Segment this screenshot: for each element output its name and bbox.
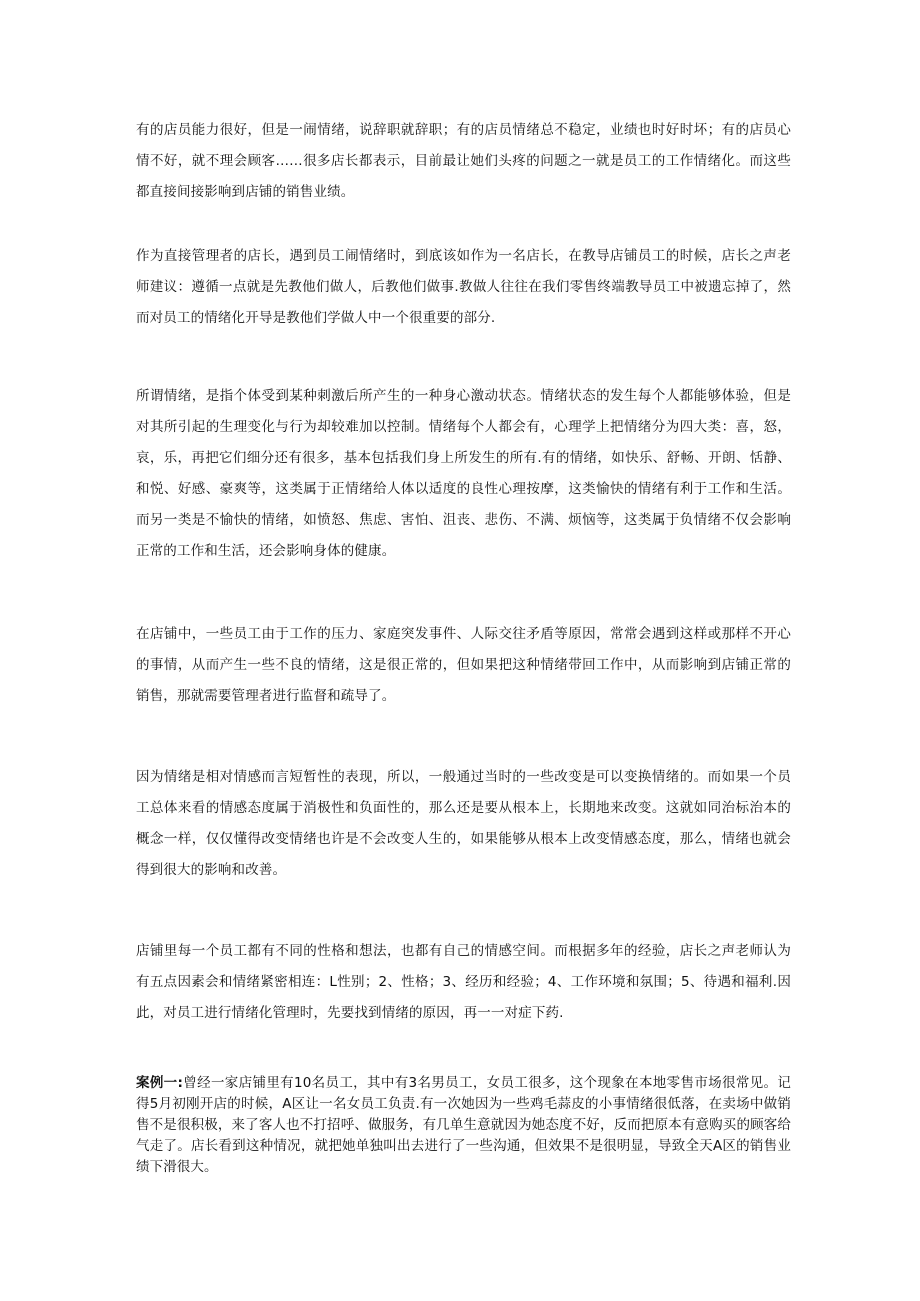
case-study-label: 案例一: [136,1075,184,1091]
paragraph-emotion-definition: 所谓情绪，是指个体受到某种刺激后所产生的一种身心激动状态。情绪状态的发生每个人都能够体验，但是对其所引起的生理变化与行为却较难加以控制。情绪每个人都会有，心理学上把情绪分为四大类：喜，怒，哀，乐，再把它们细分还有很多，基本包括我们身上所发生的所有.有的情绪，如快乐、舒畅、开朗、恬静、和悦、好感、豪爽等，这类属于正情绪给人体以适度的良性心理按摩，这类愉快的情绪有利于工作和生活。而另一类是不愉快的情绪，如愤怒、焦虑、害怕、沮丧、悲伤、不满、烦恼等，这类属于负情绪不仅会影响正常的工作和生活，还会影响身体的健康。 [136,388,791,559]
paragraph-five-factors: 店铺里每一个员工都有不同的性格和想法，也都有自己的情感空间。而根据多年的经验，店长之声老师认为有五点因素会和情绪紧密相连：L性别；2、性格；3、经历和经验；4、工作环境和氛围；5、待遇和福利.因此，对员工进行情绪化管理时，先要找到情绪的原因，再一一对症下药. [136,943,791,1021]
paragraph-changing-emotions: 因为情绪是相对情感而言短暂性的表现，所以，一般通过当时的一些改变是可以变换情绪的。而如果一个员工总体来看的情感态度属于消极性和负面性的，那么还是要从根本上，长期地来改变。这就如同治标治本的概念一样，仅仅懂得改变情绪也许是不会改变人生的，如果能够从根本上改变情感态度，那么，情绪也就会得到很大的影响和改善。 [136,769,791,878]
case-study-text: 曾经一家店铺里有10名员工，其中有3名男员工，女员工很多，这个现象在本地零售市场很常见。记得5月初刚开店的时候，A区让一名女员工负责.有一次她因为一些鸡毛蒜皮的小事情绪很低落，在卖场中做销售不是很积极，来了客人也不打招呼、做服务，有几单生意就因为她态度不好，反而把原本有意购买的顾客给气走了。店长看到这种情况，就把她单独叫出去进行了一些沟通，但效果不是很明显，导致全天A区的销售业绩下滑很大。 [136,1075,791,1175]
paragraph-store-emotions: 在店铺中，一些员工由于工作的压力、家庭突发事件、人际交往矛盾等原因，常常会遇到这样或那样不开心的事情，从而产生一些不良的情绪，这是很正常的，但如果把这种情绪带回工作中，从而影响到店铺正常的销售，那就需要管理者进行监督和疏导了。 [136,626,791,704]
paragraph-manager-advice: 作为直接管理者的店长，遇到员工闹情绪时，到底该如作为一名店长，在教导店铺员工的时候，店长之声老师建议：遵循一点就是先教他们做人，后教他们做事.教做人往往在我们零售终端教导员工中被遗忘掉了，然而对员工的情绪化开导是教他们学做人中一个很重要的部分. [136,248,791,326]
paragraph-intro: 有的店员能力很好，但是一闹情绪，说辞职就辞职；有的店员情绪总不稳定，业绩也时好时坏；有的店员心情不好，就不理会顾客……很多店长都表示，目前最让她们头疼的问题之一就是员工的工作情绪化。而这些都直接间接影响到店铺的销售业绩。 [136,122,791,200]
case-study-paragraph [136,1073,791,1178]
